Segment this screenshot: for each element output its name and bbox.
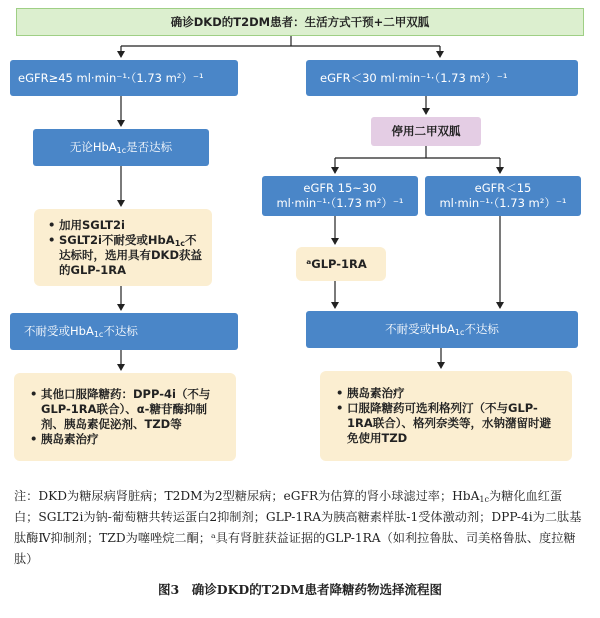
footnote: 注：DKD为糖尿病肾脏病；T2DM为2型糖尿病；eGFR为估算的肾小球滤过率；HbA$_{1c}$为糖化血红蛋白；SGLT2i为钠-葡萄糖共转运蛋白2抑制剂；GLP-1RA为胰高糖素样肽-1受体激动剂；DPP-4i为二肽基肽酶Ⅳ抑制剂；TZD为噻唑烷二酮；ᵃ具有肾脏获益证据的GLP-1RA（如利拉鲁肽、司美格鲁肽、度拉糖肽） bbox=[14, 489, 582, 566]
figure-caption: 图3 确诊DKD的T2DM患者降糖药物选择流程图 bbox=[158, 582, 442, 597]
right-intolerant-box bbox=[306, 311, 578, 348]
top-box-text: 确诊DKD的T2DM患者：生活方式干预+二甲双胍 bbox=[170, 14, 430, 29]
left-final-item-1: • 其他口服降糖药：DPP-4i（不与GLP-1RA联合）、α-糖苷酶抑制剂、胰岛素促泌剂、TZD等 bbox=[30, 387, 226, 432]
egfr-15-30-line-2: ml·min⁻¹·（1.73 m²）⁻¹ bbox=[276, 196, 404, 210]
left-final-item-2: • 胰岛素治疗 bbox=[30, 432, 226, 447]
glp1ra-text: ᵃGLP-1RA bbox=[306, 256, 367, 271]
egfr-lt15-line-1: eGFR＜15 bbox=[474, 181, 532, 195]
egfr-15-30-box bbox=[262, 176, 418, 216]
egfr-lt15-line-2: ml·min⁻¹·（1.73 m²）⁻¹ bbox=[439, 196, 567, 210]
sglt2-item-1: • 加用SGLT2i bbox=[48, 218, 204, 233]
stop-metformin-box bbox=[371, 117, 481, 146]
right-final-box bbox=[320, 371, 572, 461]
right-final-item-1: • 胰岛素治疗 bbox=[336, 386, 562, 401]
left-intolerant-box bbox=[10, 313, 238, 350]
hba1c-question-box bbox=[33, 129, 209, 166]
sglt2-box bbox=[34, 209, 212, 286]
egfr-low-label: eGFR＜30 ml·min⁻¹·（1.73 m²）⁻¹ bbox=[320, 70, 508, 85]
sglt2-item-2: • SGLT2i不耐受或HbA$_{1c}$不达标时，选用具有DKD获益的GLP-1RA bbox=[48, 233, 204, 278]
left-intolerant-text: 不耐受或HbA$_{1c}$不达标 bbox=[24, 324, 138, 339]
hba1c-question-text: 无论HbA$_{1c}$是否达标 bbox=[69, 140, 173, 155]
egfr-high-box bbox=[10, 60, 238, 96]
sglt2-list bbox=[48, 218, 204, 278]
egfr-high-label: eGFR≥45 ml·min⁻¹·（1.73 m²）⁻¹ bbox=[18, 70, 204, 85]
left-final-box bbox=[14, 373, 236, 461]
stop-metformin-text: 停用二甲双胍 bbox=[391, 124, 461, 138]
left-final-list bbox=[30, 387, 226, 447]
top-box bbox=[16, 8, 584, 36]
egfr-15-30-line-1: eGFR 15~30 bbox=[303, 181, 377, 195]
right-final-list bbox=[336, 386, 562, 446]
glp1ra-box bbox=[296, 247, 386, 281]
right-final-item-2: • 口服降糖药可选利格列汀（不与GLP-1RA联合）、格列奈类等，水钠潴留时避免使用TZD bbox=[336, 401, 562, 446]
right-intolerant-text: 不耐受或HbA$_{1c}$不达标 bbox=[385, 322, 499, 337]
egfr-low-box bbox=[306, 60, 578, 96]
egfr-lt15-box bbox=[425, 176, 581, 216]
